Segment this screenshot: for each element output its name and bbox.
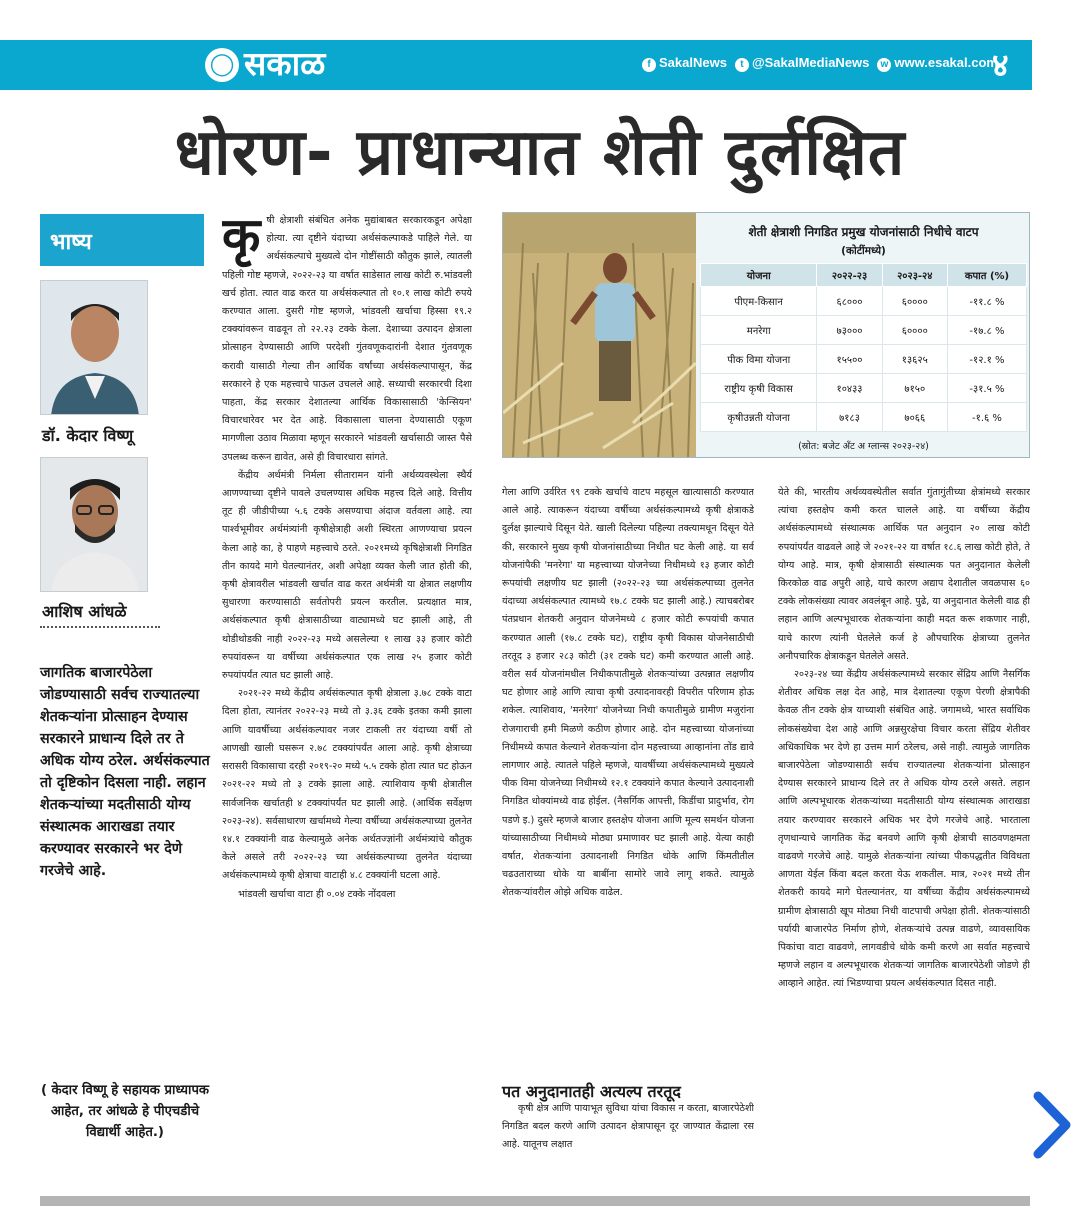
globe-icon: w (877, 58, 891, 72)
bottom-rule (40, 1196, 1030, 1206)
paragraph: २०२३-२४ च्या केंद्रीय अर्थसंकल्पामध्ये सरकार सेंद्रिय आणि नैसर्गिक शेतीवर अधिक लक्ष देत आहे, मात्र देशातल्या एकूण पेरणी क्षेत्रापैकी केवळ तीन टक्के क्षेत्र याच्याशी संबंधित आहे. जगामध्ये, भारत सर्वाधिक लोकसंख्येचा देश आहे आणि अन्नसुरक्षेचा विचार करता सेंद्रिय शेतीवर अधिकाधिक भर देणे हा उत्तम मार्ग ठरेलच, असे नाही. त्यामुळे जागतिक बाजारपेठेला जोडण्यासाठी सर्वच राज्यातल्या शेतकऱ्यांना प्रोत्साहन देण्यास सरकारने प्राधान्य दिले तर ते अधिक योग्य ठरले असते. लहान आणि अल्पभूधारक शेतकऱ्यांच्या मदतीसाठी योग्य संस्थात्मक आराखडा तयार करण्यावर सरकारने अधिक भर देणे गरजेचे आहे. भारताला तृणधान्याचे जागतिक केंद्र बनवणे आणि कृषी क्षेत्राची साठवणक्षमता वाढवणे गरजेचे आहे. यामुळे शेतकऱ्यांना त्यांच्या पीकपद्धतीत विविधता आणता येईल किंवा बदल करता येऊ शकतील. मात्र, २०२१ मध्ये तीन शेतकरी कायदे मागे घेतल्यानंतर, या वर्षीच्या केंद्रीय अर्थसंकल्पामध्ये ग्रामीण क्षेत्रासाठी खूप मोठ्या निधी वाटपाची अपेक्षा होती. शेतकऱ्यांसाठी पर्यायी बाजारपेठ निर्माण होणे, शेतकऱ्यांचे उत्पन्न वाढणे, व्यावसायिक पिकांचा वाटा वाढवणे, लागवडीचे धोके कमी करणे आ सर्वात महत्त्वाचे म्हणजे लहान व अल्पभूधारक शेतकऱ्यां जागतिक बाजारपेठेशी जोडणे ही आव्हाने आहेत. त्यां भिडण्याचा प्रयत्न अर्थसंकल्पात दिसत नाही. (778, 669, 1030, 990)
table-row (701, 316, 1027, 345)
cell-cut: -३१.५ % (947, 374, 1026, 403)
page-number: ४ (992, 46, 1009, 84)
author-name-1: डॉ. केदार विष्णू (42, 426, 134, 445)
cell-2023-24: ६०००० (882, 287, 947, 316)
paragraph: केंद्रीय अर्थमंत्री निर्मला सीतारामन यांनी अर्थव्यवस्थेला स्थैर्य आणण्याच्या दृष्टीने पावले उचलण्यास अधिक महत्त्व दिले आहे. वित्तीय तूट ही जीडीपीच्या ५.६ टक्के असण्याचा अंदाज वर्तवला आहे. त्या पार्श्वभूमीवर अर्थमंत्र्यांनी कृषीक्षेत्राही अशी स्थिरता आणण्याचा प्रयत्न केला आहे का, हे पाहणे महत्त्वाचे ठरते. २०२१मध्ये कृषिक्षेत्राशी निगडित तीन कायदे मागे घेतल्यानंतर, अशी अपेक्षा व्यक्त केली जात होती की, कृषी क्षेत्रावरील भांडवली खर्चात वाढ करत अर्थमंत्री या क्षेत्रात लक्षणीय सुधारणा करण्यासाठी सर्वतोपरी प्रयत्न करतील. प्रत्यक्षात मात्र, अर्थसंकल्पात कृषी क्षेत्रासाठीच्या वाट्यामध्ये घट झाली आहे, ती थोडीथोडकी नाही २०२२-२३ मध्ये असलेल्या १ लाख ३३ हजार कोटी रुपयांवरून या वर्षीच्या अर्थसंकल्पात एक लाख २५ हजार कोटी रुपयांपर्यंत त्यात घट झाली आहे. (222, 469, 472, 682)
paragraph: कृषी क्षेत्र आणि पायाभूत सुविधा यांचा विकास न करता, बाजारपेठेशी निगडित बदल करणे आणि उत्पादन क्षेत्रापासून दूर जाण्यात केंद्राला रस आहे. यातूनच लक्षात (502, 1103, 754, 1151)
table-header-row (701, 264, 1027, 287)
sakal-logo-icon: ◯ (205, 48, 239, 82)
pullquote: जागतिक बाजारपेठेला जोडण्यासाठी सर्वच राज्यातल्या शेतकऱ्यांना प्रोत्साहन देण्यास सरकारने प्राधान्य दिले तर ते अधिक योग्य ठरेल. अर्थसंकल्पात तो दृष्टिकोन दिसला नाही. लहान शेतकऱ्यांच्या मदतीसाठी योग्य संस्थात्मक आराखडा तयार करण्यावर सरकारने भर देणे गरजेचे आहे. (40, 665, 210, 879)
table-row (701, 403, 1027, 432)
cell-2022-23: ६८००० (817, 287, 882, 316)
table-row (701, 287, 1027, 316)
social-website[interactable]: w www.esakal.com (877, 55, 998, 72)
cell-2022-23: ७१८३ (817, 403, 882, 432)
cell-2023-24: १३६२५ (882, 345, 947, 374)
info-box (502, 212, 1030, 458)
cell-scheme: पीक विमा योजना (701, 345, 817, 374)
table-source: (स्रोत: बजेट अँट अ ग्लान्स २०२३-२४) (798, 441, 929, 452)
section-tag: भाष्य (40, 214, 204, 266)
cell-2023-24: ७०६६ (882, 403, 947, 432)
sakal-logo-text: सकाळ (244, 44, 326, 83)
cell-2022-23: १०४३३ (817, 374, 882, 403)
cell-2023-24: ६०००० (882, 316, 947, 345)
paragraph: येते की, भारतीय अर्थव्यवस्थेतील सर्वात गुंतागुंतीच्या क्षेत्रांमध्ये सरकार त्यांचा हस्तक्षेप कमी करत चालले आहे. या वर्षीच्या केंद्रीय अर्थसंकल्पामध्ये संस्थात्मक आर्थिक पत अनुदान २० लाख कोटी रुपयांपर्यंत वाढवले आहे जे २०२१-२२ या वर्षात १८.६ लाख कोटी होते, ते योग्य आहे. मात्र, कृषी क्षेत्रासाठी संस्थात्मक पत अनुदानात केलेली किरकोळ वाढ अपुरी आहे, याचे कारण अद्याप देशातील जवळपास ६० टक्के लोकसंख्या त्यावर अवलंबून आहे. पुढे, या अनुदानात केलेली वाढ ही लहान आणि अल्पभूधारक शेतकऱ्यांना काही मदत करू शकणार नाही, याचे कारण त्यांनी घेतलेले कर्ज हे औपचारिक क्षेत्राच्या तुलनेत अनौपचारिक क्षेत्राकडून घेतलेले असते. (778, 487, 1030, 662)
article-column-2 (502, 484, 754, 1064)
cell-cut: -११.८ % (947, 287, 1026, 316)
divider (40, 626, 160, 628)
cell-cut: -१.६ % (947, 403, 1026, 432)
author-note: ( केदार विष्णू हे सहायक प्राध्यापक आहेत, तर आंधळे हे पीएचडीचे विद्यार्थी आहेत.) (40, 1083, 210, 1140)
cell-cut: -१७.८ % (947, 316, 1026, 345)
cell-scheme: मनरेगा (701, 316, 817, 345)
article-column-3 (778, 484, 1030, 1164)
table-row (701, 374, 1027, 403)
paragraph: भांडवली खर्चाचा वाटा ही ०.०४ टक्के नोंदवला (238, 888, 396, 900)
headline: धोरण- प्राधान्यात शेती दुर्लक्षित (174, 116, 906, 190)
header-2023-24: २०२३-२४ (882, 264, 947, 287)
social-links (642, 55, 998, 72)
table-row (701, 345, 1027, 374)
cell-2022-23: ७३००० (817, 316, 882, 345)
cell-2022-23: १५५०० (817, 345, 882, 374)
social-facebook[interactable]: f SakalNews (642, 55, 727, 72)
header-cut: कपात (%) (947, 264, 1026, 287)
table-title: शेती क्षेत्राशी निगडित प्रमुख योजनांसाठी निधीचे वाटप (748, 225, 979, 239)
header-scheme: योजना (701, 264, 817, 287)
paragraph: २०२१-२२ मध्ये केंद्रीय अर्थसंकल्पात कृषी क्षेत्राला ३.७८ टक्के वाटा दिला होता, त्यानंतर २०२२-२३ मध्ये तो ३.३६ टक्के इतका कमी झाला आणि यावर्षीच्या अर्थसंकल्पावर नजर टाकली तर यंदाच्या वर्षी तो आणखी खाली घसरून २.७८ टक्क्यांपर्यंत आला आहे. कृषी क्षेत्राच्या सरासरी विकासाचा दरही २०१९-२० मध्ये ५.५ टक्के होता त्यात घट होऊन २०२१-२२ मध्ये तो ३ टक्के झाला आहे. त्याशिवाय कृषी क्षेत्रातील सार्वजनिक खर्चातही ४ टक्क्यांपर्यंत घट झाली आहे. (आर्थिक सर्वेक्षण २०२३-२४). सर्वसाधारण खर्चामध्ये गेल्या वर्षीच्या अर्थसंकल्पाच्या तुलनेत १४.१ टक्क्यांनी वाढ केल्यामुळे अनेक अर्थतज्ज्ञांनी अर्थमंत्र्यांचे कौतुक केले असले तरी २०२२-२३ च्या अर्थसंकल्पाच्या तुलनेत यंदाच्या अर्थसंकल्पामध्ये कृषी क्षेत्राचा वाटाही ४.८ टक्क्यांनी घटला आहे. (222, 688, 472, 882)
subheading: पत अनुदानातही अत्यल्प तरतूद (502, 1082, 681, 1101)
facebook-icon: f (642, 58, 656, 72)
cell-scheme: पीएम-किसान (701, 287, 817, 316)
twitter-icon: t (735, 58, 749, 72)
paragraph: षी क्षेत्राशी संबंधित अनेक मुद्यांबाबत सरकारकडून अपेक्षा होत्या. त्या दृष्टीने यंदाच्या अर्थसंकल्पाकडे पाहिले गेले. या अर्थसंकल्पाचे मुख्यत्वे दोन गोष्टींसाठी कौतुक झाले, त्यातली पहिली गोष्ट म्हणजे, २०२२-२३ या वर्षात साडेसात लाख कोटी रु.भांडवली खर्च होता. त्यात वाढ करत या अर्थसंकल्पात तो १०.१ लाख कोटी रुपये करण्यात आला. दुसरी गोष्ट म्हणजे, भांडवली खर्चाचा हिस्सा १९.२ टक्क्यांवरून वाढवून तो २२.२३ टक्के केला. देशाच्या उत्पादन क्षेत्राला प्रोत्साहन देण्यासाठी आणि परदेशी गुंतवणूकदारांनी देशात गुंतवणूक करावी यासाठी गेल्या तीन आर्थिक वर्षांच्या अर्थसंकल्पापासून, केंद्र सरकारने हे एक महत्त्वाचे पाऊल उचलले आहे. सध्याची सरकारची दिशा पाहता, केंद्र सरकार देशातल्या आर्थिक विकासासाठी 'केन्सियन' विचारधारेवर भर देत आहे. विकासाला चालना देण्यासाठी एकूण मागणीला उठाव मिळावा म्हणून सरकारने भांडवली खर्चासाठी जास्त पैसे उपलब्ध करून द्यावेत, असे ही विचारधारा सांगते. (222, 215, 472, 463)
author-name-2: आशिष आंधळे (42, 602, 127, 621)
article-column-1 (222, 212, 472, 1172)
allocation-table (700, 263, 1027, 432)
allocation-table-panel (696, 213, 1030, 458)
next-page-arrow-icon[interactable] (1030, 1090, 1074, 1160)
social-twitter[interactable]: t @SakalMediaNews (735, 55, 869, 72)
paragraph: गेला आणि उर्वरित ९९ टक्के खर्चाचे वाटप महसूल खात्यासाठी करण्यात आले आहे. त्याकरून यंदाच्या वर्षीच्या अर्थसंकल्पामध्ये कृषी क्षेत्राकडे दुर्लक्ष झाल्याचे दिसून येते. खाली दिलेल्या पहिल्या तक्त्यामधून दिसून येते की, सरकारने मुख्य कृषी योजनांसाठीच्या निधीत घट केली आहे. या सर्व योजनांपैकी 'मनरेगा' या महत्त्वाच्या योजनेच्या निधीमध्ये १३ हजार कोटी रूपयांची लक्षणीय घट झाली (२०२२-२३ च्या अर्थसंकल्पाच्या तुलनेत यंदाच्या अर्थसंकल्पात त्यामध्ये १७.८ टक्के घट झाली आहे.) त्याचबरोबर पंतप्रधान शेतकरी अनुदान योजनेमध्ये ८ हजार कोटी रूपयांची कपात करण्यात आली (१७.८ टक्के घट), राष्ट्रीय कृषी विकास योजनेसाठीची तरतूद ३ हजार २८३ कोटी (३१ टक्के घट) कमी करण्यात आली आहे. वरील सर्व योजनांमधील निधीकपातीमुळे शेतकऱ्यांच्या उत्पन्नात लक्षणीय घट होणार आहे आणि त्याचा कृषी उत्पादनावरही विपरीत परिणाम होऊ शकेल. त्याशिवाय, 'मनरेगा' योजनेच्या निधी कपातीमुळे ग्रामीण मजुरांना रोजगाराची हमी मिळणे कठीण होणार आहे. दोन महत्त्वाच्या योजनांच्या निधीमध्ये कपात केल्याने शेतकऱ्यांना दोन महत्त्वाच्या आव्हानांना तोंड द्यावे लागणार आहे. त्यातले पहिले म्हणजे, यावर्षीच्या अर्थसंकल्पामध्ये मुख्यत्वे पीक विमा योजनेच्या निधीमध्ये १२.१ टक्क्यांने कपात केल्याने उत्पादनाशी निगडित धोक्यांमध्ये वाढ होईल. (नैसर्गिक आपत्ती, किडींचा प्रादुर्भाव, रोग पडणे इ.) दुसरे म्हणजे बाजार हस्तक्षेप योजना आणि मूल्य समर्थन योजना यांच्यासाठीच्या निधीमध्ये मोठ्या प्रमाणावर घट झाली आहे. येत्या काही वर्षात, शेतकऱ्यांना उत्पादनाशी निगडित धोके आणि किंमतीतील चढउताराच्या धोके या बाबींना सामोरे जावे लागू शकते. त्यामुळे शेतकऱ्यांवरील ओझे अधिक वाढेल. (502, 487, 754, 899)
dropcap: कृ (222, 212, 261, 265)
masthead-bar (0, 40, 1032, 90)
author-photo-kedar (40, 280, 148, 415)
author-photo-ashish (40, 457, 148, 592)
article-column-2-continued (502, 1100, 754, 1172)
cell-scheme: कृषीउन्नती योजना (701, 403, 817, 432)
header-2022-23: २०२२-२३ (817, 264, 882, 287)
cell-cut: -१२.१ % (947, 345, 1026, 374)
cell-scheme: राष्ट्रीय कृषी विकास (701, 374, 817, 403)
cell-2023-24: ७१५० (882, 374, 947, 403)
table-subtitle: (कोटींमध्ये) (841, 245, 886, 257)
farmer-photo (503, 213, 696, 458)
